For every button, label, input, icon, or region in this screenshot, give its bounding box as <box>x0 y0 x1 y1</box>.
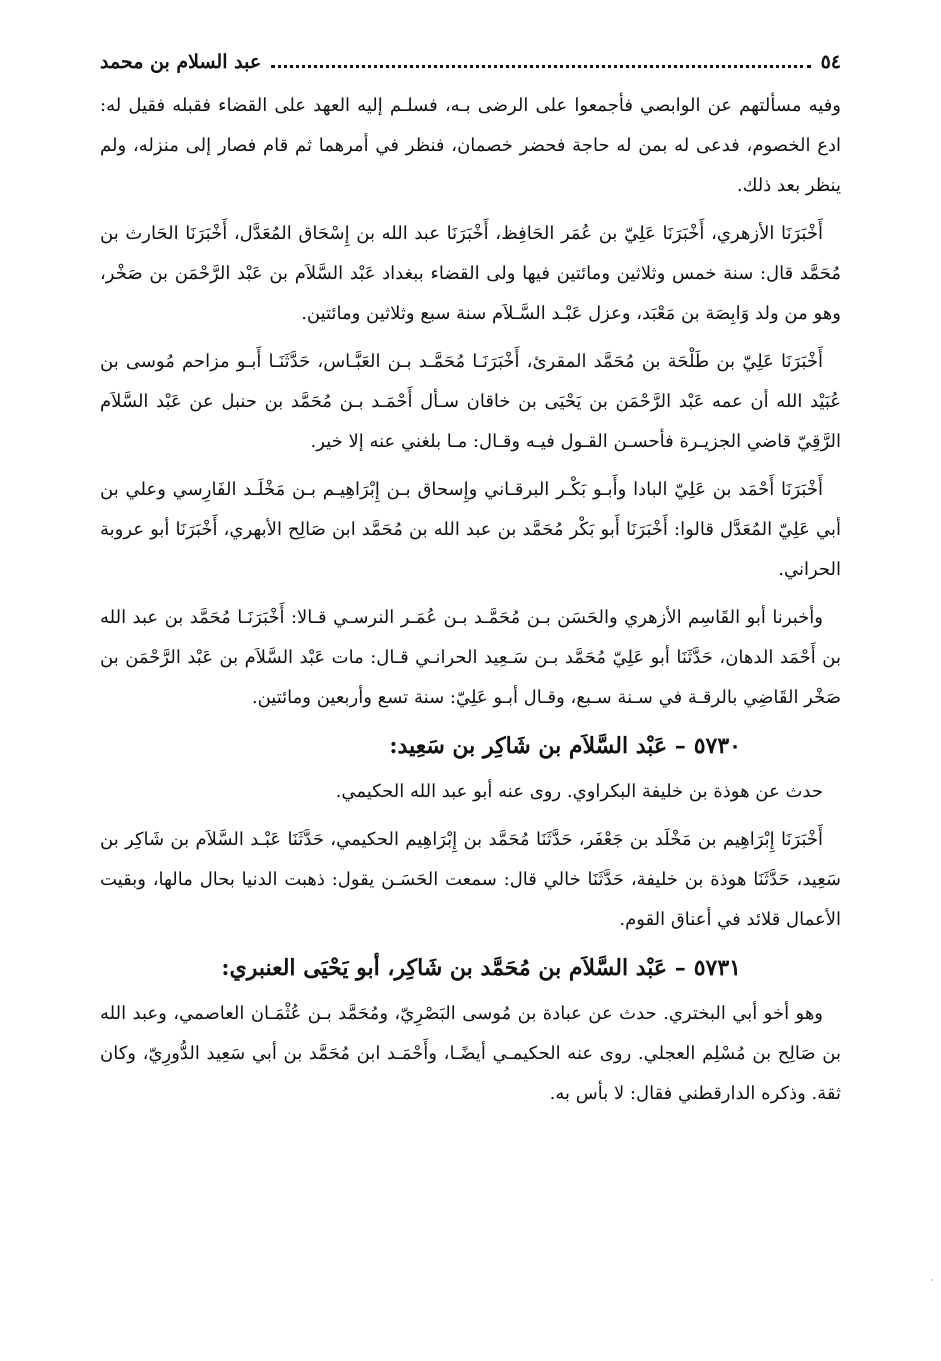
margin-speck <box>931 1279 933 1281</box>
entry-heading-5731 <box>100 948 841 988</box>
paragraph-isnad-3: أَخْبَرَنَا أَحْمَد بن عَلِيّ البادا وأَبـو بَكْـر البرقـاني وإِسحاق بـن إِبْرَاهِيـم بـن مَخْلَـد الفَارِسي وعلي بن أبي عَلِيّ المُعَدَّل قالوا: أَخْبَرَنَا أَبو بَكْر مُحَمَّد بن عبد الله بن مُحَمَّد ابن صَالِح الأبهري، أَخْبَرَنَا أبو عروبة الحراني. <box>100 479 841 580</box>
header-dotted-leader <box>271 65 810 68</box>
paragraph-isnad-2: أَخْبَرَنَا عَلِيّ بن طَلْحَة بن مُحَمَّد المقرئ، أَخْبَرَنَـا مُحَمَّـد بـن العَبَّـاس، حَدَّثَنَـا أَبـو مزاحم مُوسى بن عُبَيْد الله أن عمه عَبْد الرَّحْمَن بن يَحْيَى بن خاقان سـأل أَحْمَـد بـن مُحَمَّد بن حنبل عن عَبْد السَّلاَم الرَّقِيّ قاضي الجزيـرة فأحسـن القـول فيـه وقـال: مـا بلغني عنه إلا خير. <box>100 351 841 452</box>
paragraph-isnad-4: وأخبرنا أبو القَاسِم الأزهري والحَسَن بـن مُحَمَّـد بـن عُمَـر النرسـي قـالا: أَخْبَرَنَـا مُحَمَّد بن عبد الله بن أَحْمَد الدهان، حَدَّثَنَا أبو عَلِيّ مُحَمَّد بـن سَـعِيد الحرانـي قـال: مات عَبْد السَّلاَم بن عَبْد الرَّحْمَن بن صَخْر القَاضِي بالرقـة في سـنة سـبع، وقـال أبـو عَلِيّ: سنة تسع وأربعين ومائتين. <box>100 607 841 708</box>
entry-number: ٥٧٣٠ <box>693 733 741 759</box>
running-title: عبد السلام بن محمد <box>100 51 262 73</box>
entry-heading-5730 <box>100 726 841 766</box>
entry-paragraph: وهو أخو أبي البختري. حدث عن عبادة بن مُوسى البَصْرِيّ، ومُحَمَّد بـن عُثْمَـان العاصمي، وعبد الله بن صَالِح بن مُسْلِم العجلي. روى عنه الحكيمـي أيضًـا، وأَحْمَـد ابن مُحَمَّد بن أبي سَعِيد الدُّورِيّ، وكان ثقة. وذكره الدارقطني فقال: لا بأس به. <box>100 1003 841 1104</box>
paragraph-isnad-1: أَخْبَرَنَا الأزهري، أَخْبَرَنَا عَلِيّ بن عُمَر الحَافِظ، أَخْبَرَنَا عبد الله بن إِسْحَاق المُعَدَّل، أَخْبَرَنَا الحَارث بن مُحَمَّد قال: سنة خمس وثلاثين ومائتين فيها ولى القضاء ببغداد عَبْد السَّلاَم بن عَبْد الرَّحْمَن بن صَخْر، وهو من ولد وَابِصَة بن مَعْبَد، وعزل عَبْـد السَّـلاَم سنة سبع وثلاثين ومائتين. <box>100 223 841 324</box>
paragraph-continuation: وفيه مسألتهم عن الوابصي فأجمعوا على الرضى بـه، فسلـم إليه العهد على القضاء فقبله فقيل له: ادع الخصوم، فدعى له بمن له حاجة فحضر خصمان، فنظر في أمرهما ثم قام فصار إلى منزله، ولم ينظر بعد ذلك. <box>100 95 841 196</box>
page-number: ٥٤ <box>820 51 841 73</box>
entry-number: ٥٧٣١ <box>693 955 741 981</box>
entry-title: – عَبْد السَّلاَم بن مُحَمَّد بن شَاكِر، أبو يَحْيَى العنبري: <box>221 955 686 981</box>
page-body <box>100 86 841 1122</box>
entry-paragraph: أَخْبَرَنَا إِبْرَاهِيم بن مَخْلَد بن جَعْفَر، حَدَّثَنَا مُحَمَّد بن إِبْرَاهِيم الحكيمي، حَدَّثَنَا عَبْـد السَّلاَم بن شَاكِر بن سَعِيد، حَدَّثَنَا هوذة بن خليفة، حَدَّثَنَا خالي قال: سمعت الحَسَـن يقول: ذهبت الدنيا بحال مالها، وبقيت الأعمال قلائد في أعناق القوم. <box>100 829 841 930</box>
entry-paragraph: حدث عن هوذة بن خليفة البكراوي. روى عنه أبو عبد الله الحكيمي. <box>335 781 823 802</box>
entry-title: – عَبْد السَّلاَم بن شَاكِر بن سَعِيد: <box>389 733 686 759</box>
page-header <box>100 42 841 82</box>
